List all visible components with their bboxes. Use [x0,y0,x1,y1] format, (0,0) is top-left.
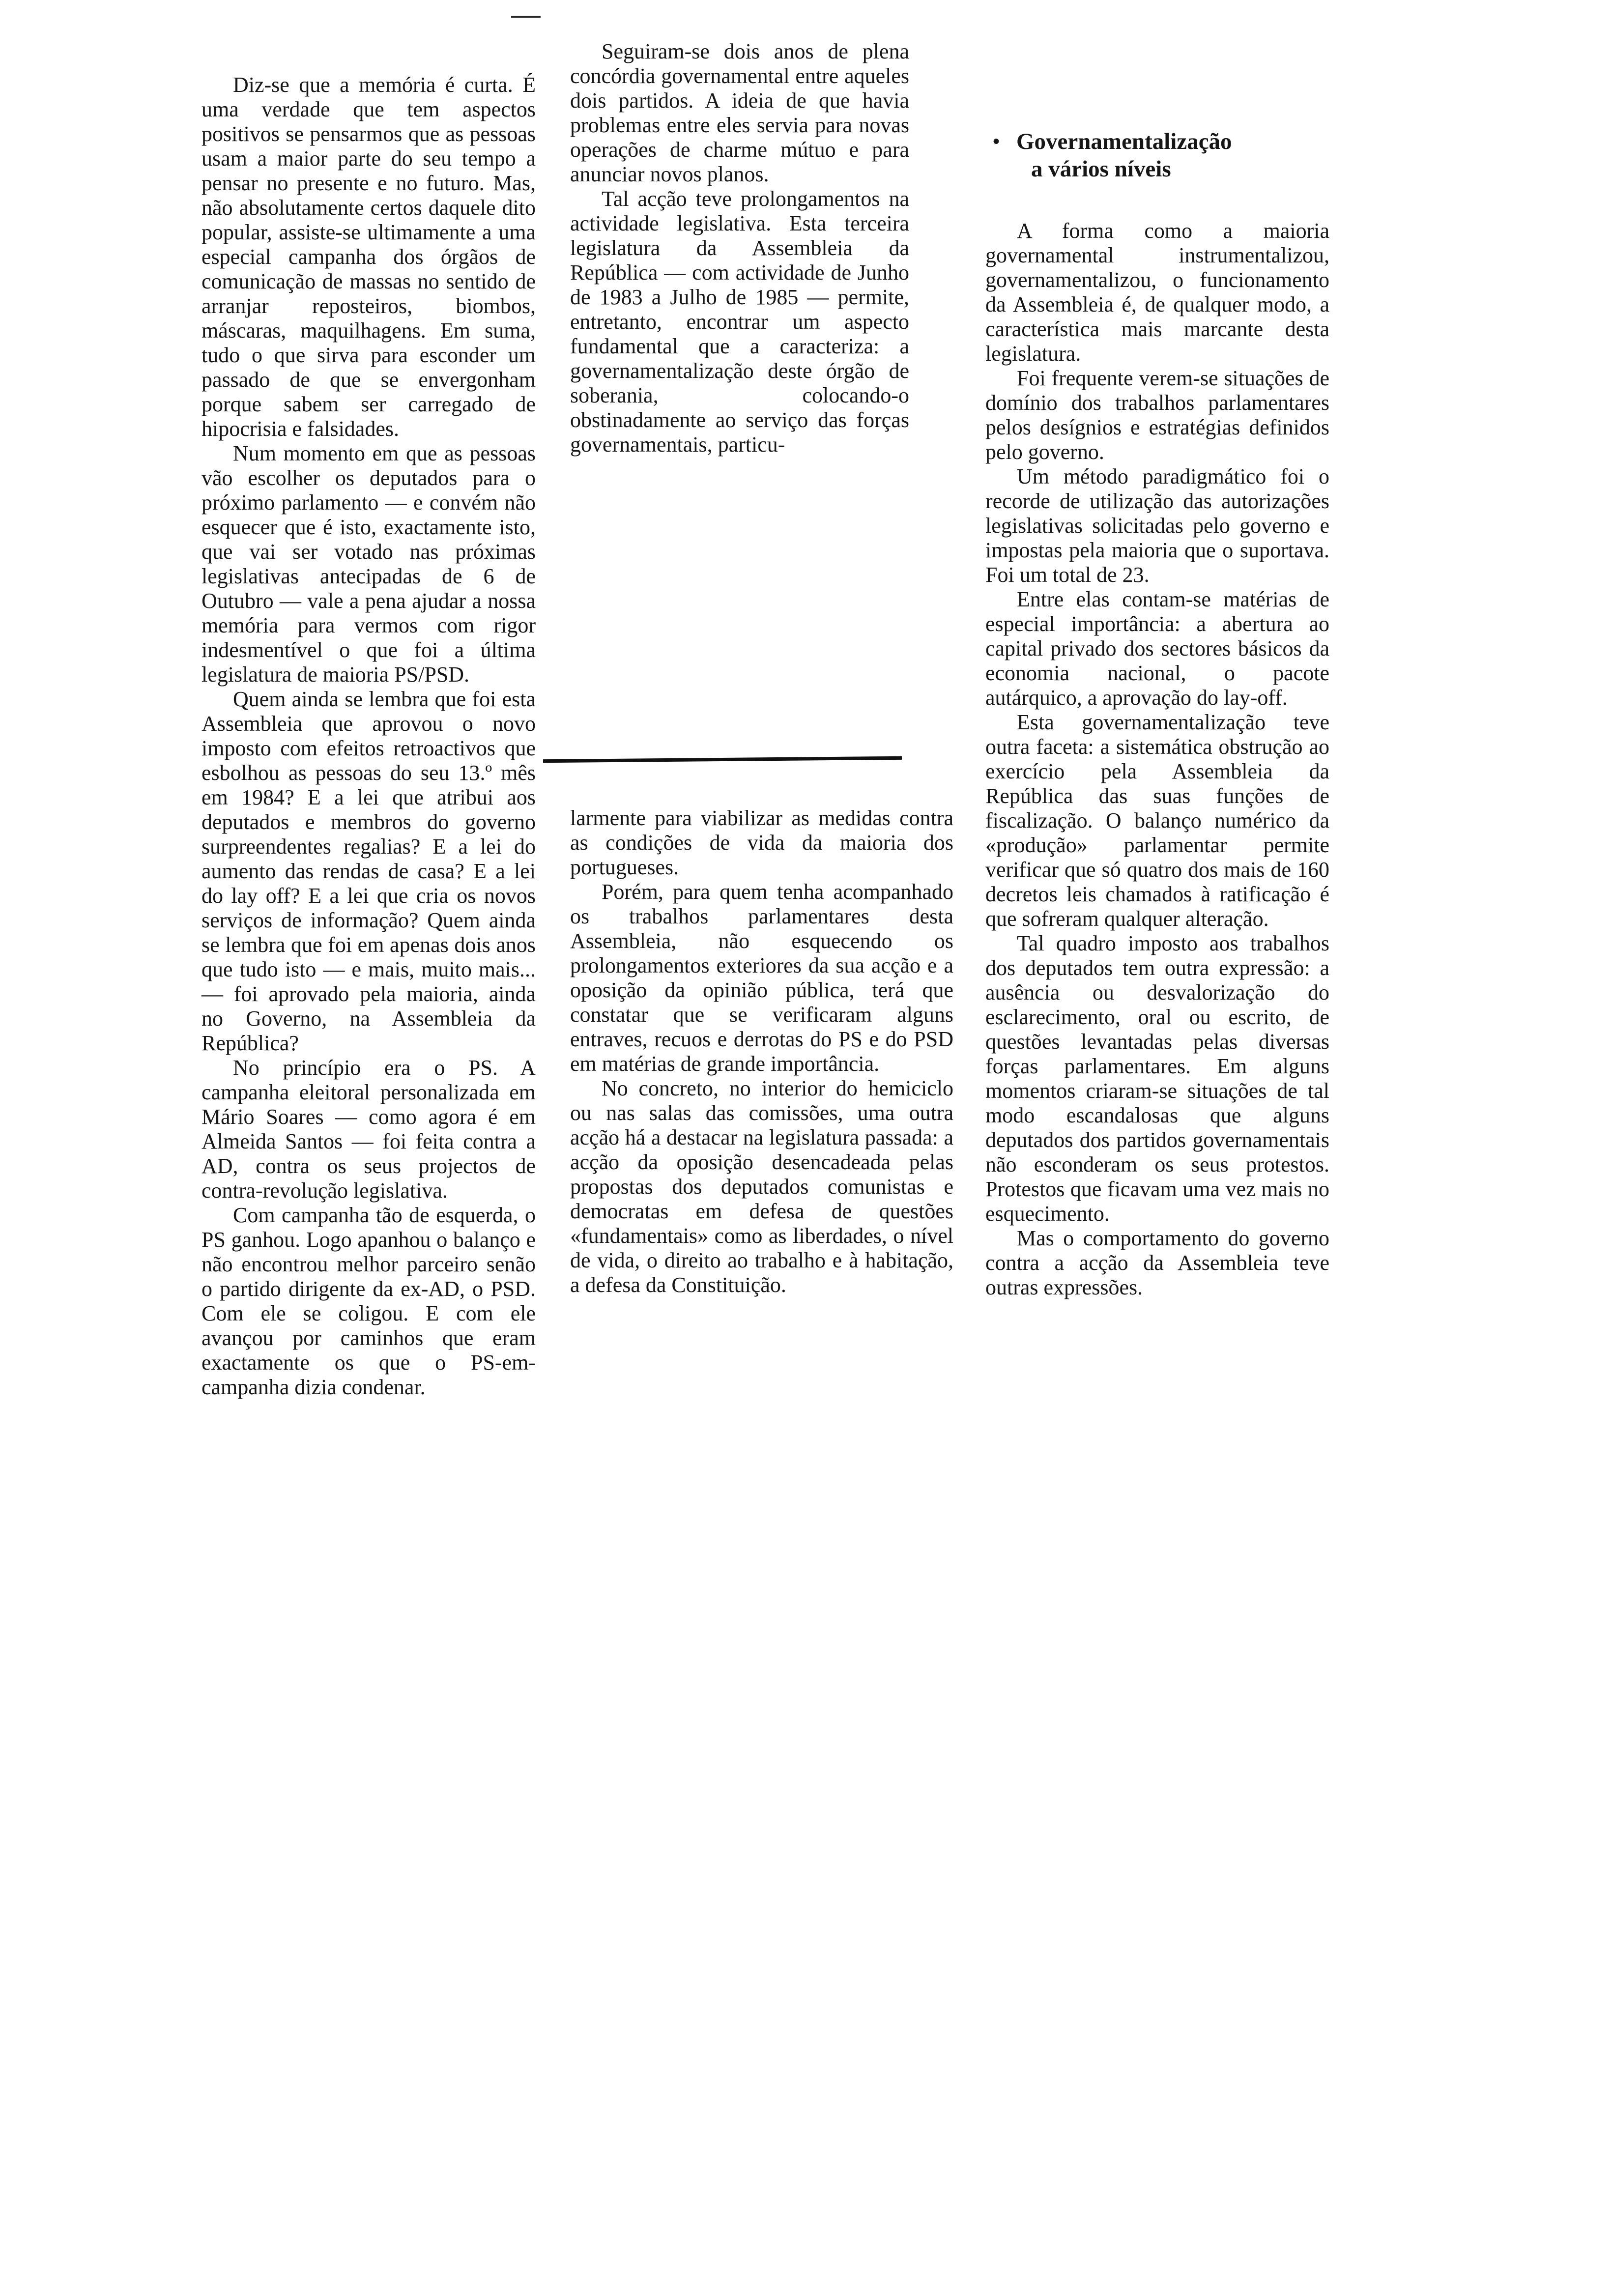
paragraph: No concreto, no interior do hemiciclo ou nas salas das comissões, uma outra acção há a destacar na legislatura passada: a acção da oposição desencadeada pelas propostas dos deputados comunistas e democratas em defesa de questões «fundamentais» como as liberdades, o nível de vida, o direito ao trabalho e à habitação, a defesa da Constituição. [570,1076,953,1297]
heading-line-1: Governamentalização [1016,129,1232,154]
paragraph: Com campanha tão de esquerda, o PS ganhou. Logo apanhou o balanço e não encontrou melhor parceiro senão o partido dirigente da ex-AD, o PSD. Com ele se coligou. E com ele avançou por caminhos que eram exactamente os que o PS-em-campanha dizia condenar. [202,1203,536,1399]
paragraph: Mas o comportamento do governo contra a acção da Assembleia teve outras expressões. [985,1226,1329,1299]
paragraph: Tal acção teve prolongamentos na actividade legislativa. Esta terceira legislatura da Assembleia da República — com actividade de Junho de 1983 a Julho de 1985 — permite, entretanto, encontrar um aspecto fundamental que a caracteriza: a governamentalização deste órgão de soberania, colocando-o obstinadamente ao serviço das forças governamentais, particu- [570,187,909,457]
top-rule [511,16,541,18]
section-rule [543,756,902,763]
paragraph: Quem ainda se lembra que foi esta Assembleia que aprovou o novo imposto com efeitos retroactivos que esbolhou as pessoas do seu 13.º mês em 1984? E a lei que atribui aos deputados e membros do governo surpreendentes regalias? E a lei do aumento das rendas de casa? E a lei do lay off? E a lei que cria os novos serviços de informação? Quem ainda se lembra que foi em apenas dois anos que tudo isto — e mais, muito mais... — foi aprovado pela maioria, ainda no Governo, na Assembleia da República? [202,687,536,1055]
paragraph: Esta governamentalização teve outra faceta: a sistemática obstrução ao exercício pela Assembleia da República das suas funções de fiscalização. O balanço numérico da «produção» parlamentar permite verificar que só quatro dos mais de 160 decretos leis chamados à ratificação é que sofreram qualquer alteração. [985,710,1329,931]
paragraph: Seguiram-se dois anos de plena concórdia governamental entre aqueles dois partidos. A ideia de que havia problemas entre eles servia para novas operações de charme mútuo e para anunciar novos planos. [570,39,909,186]
paragraph: Tal quadro imposto aos trabalhos dos deputados tem outra expressão: a ausência ou desvalorização do esclarecimento, oral ou escrito, de questões levantadas pelas diversas forças parlamentares. Em alguns momentos criaram-se situações de tal modo escandalosas que alguns deputados dos partidos governamentais não esconderam os seus protestos. Protestos que ficavam uma vez mais no esquecimento. [985,931,1329,1226]
bullet-icon: • [993,130,1000,152]
paragraph: Foi frequente verem-se situações de domínio dos trabalhos parlamentares pelos desígnios e estratégias definidos pelo governo. [985,366,1329,464]
paragraph: No princípio era o PS. A campanha eleitoral personalizada em Mário Soares — como agora é em Almeida Santos — foi feita contra a AD, contra os seus projectos de contra-revolução legislativa. [202,1056,536,1203]
paragraph: Diz-se que a memória é curta. É uma verdade que tem aspectos positivos se pensarmos que as pessoas usam a maior parte do seu tempo a pensar no presente e no futuro. Mas, não absolutamente certos daquele dito popular, assiste-se ultimamente a uma especial campanha dos órgãos de comunicação de massas no sentido de arranjar reposteiros, biombos, máscaras, maquilhagens. Em suma, tudo o que sirva para esconder um passado de que se envergonham porque sabem ser carregado de hipocrisia e falsidades. [202,73,536,441]
column-1 [202,73,536,1400]
column-3 [985,219,1329,1300]
column-2-bottom [570,806,953,1297]
paragraph: Porém, para quem tenha acompanhado os trabalhos parlamentares desta Assembleia, não esquecendo os prolongamentos exteriores da sua acção e a oposição da opinião pública, terá que constatar que se verificaram alguns entraves, recuos e derrotas do PS e do PSD em matérias de grande importância. [570,880,953,1076]
column-2-top [570,39,909,457]
section-heading [993,128,1337,183]
heading-line-2: a vários níveis [1031,156,1171,182]
paragraph: Um método paradigmático foi o recorde de utilização das autorizações legislativas solicitadas pelo governo e impostas pela maioria que o suportava. Foi um total de 23. [985,464,1329,587]
paragraph: larmente para viabilizar as medidas contra as condições de vida da maioria dos portugueses. [570,806,953,879]
paragraph: Entre elas contam-se matérias de especial importância: a abertura ao capital privado dos sectores básicos da economia nacional, o pacote autárquico, a aprovação do lay-off. [985,587,1329,710]
paragraph: Num momento em que as pessoas vão escolher os deputados para o próximo parlamento — e convém não esquecer que é isto, exactamente isto, que vai ser votado nas próximas legislativas antecipadas de 6 de Outubro — vale a pena ajudar a nossa memória para vermos com rigor indesmentível o que foi a última legislatura de maioria PS/PSD. [202,441,536,687]
paragraph: A forma como a maioria governamental instrumentalizou, governamentalizou, o funcionamento da Assembleia é, de qualquer modo, a característica mais marcante desta legislatura. [985,219,1329,366]
